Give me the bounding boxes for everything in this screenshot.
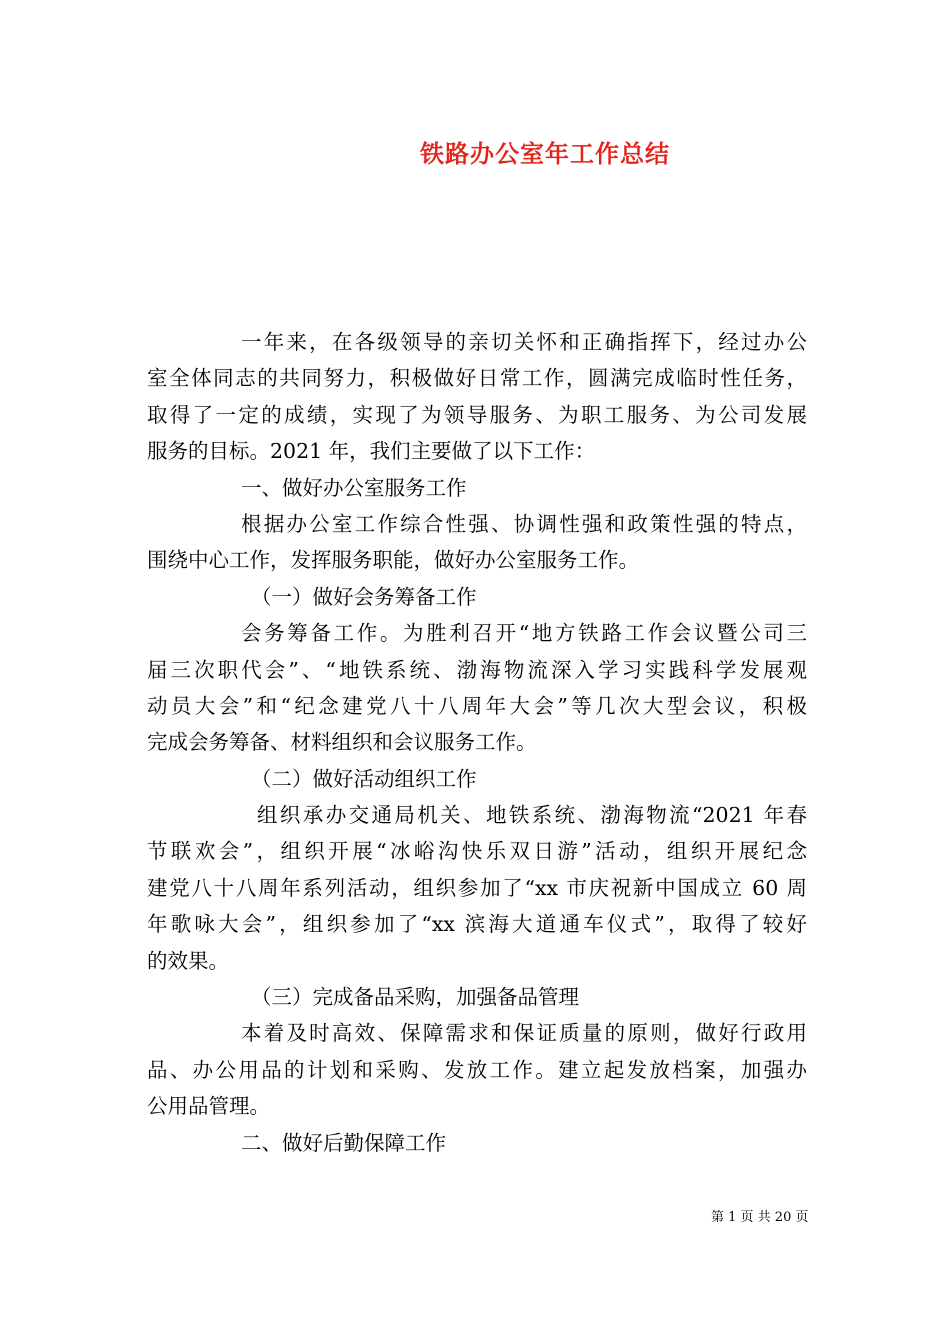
text-line: 服务的目标。2021 年，我们主要做了以下工作： [147,439,596,464]
text-line: 组织承办交通局机关、地铁系统、渤海物流“2021 年春 [257,803,807,828]
text-line: 二、做好后勤保障工作 [241,1130,446,1155]
text-line: 室全体同志的共同努力，积极做好日常工作，圆满完成临时性任务， [147,366,807,391]
text-line: 的效果。 [147,948,229,973]
text-line: （一）做好会务筹备工作 [251,584,477,609]
text-line: 本着及时高效、保障需求和保证质量的原则，做好行政用 [241,1021,807,1046]
text-line: 届三次职代会”、“地铁系统、渤海物流深入学习实践科学发展观 [147,657,807,682]
document-title: 铁路办公室年工作总结 [420,140,670,168]
text-line: 围绕中心工作，发挥服务职能，做好办公室服务工作。 [147,548,639,573]
document-body [147,324,807,1161]
text-line: 年歌咏大会”，组织参加了“xx 滨海大道通车仪式”，取得了较好 [147,912,807,937]
text-line: 公用品管理。 [147,1094,270,1119]
text-line: 一年来，在各级领导的亲切关怀和正确指挥下，经过办公 [241,330,807,354]
page-footer: 第 1 页 共 20 页 [711,1210,809,1225]
text-line: 根据办公室工作综合性强、协调性强和政策性强的特点， [241,511,807,536]
text-line: 动员大会”和“纪念建党八十八周年大会”等几次大型会议，积极 [147,693,807,718]
text-line: 节联欢会”，组织开展“冰峪沟快乐双日游”活动，组织开展纪念 [147,839,807,864]
text-line: 完成会务筹备、材料组织和会议服务工作。 [147,730,537,755]
text-line: 建党八十八周年系列活动，组织参加了“xx 市庆祝新中国成立 60 周 [147,875,807,900]
text-line: 会务筹备工作。为胜利召开“地方铁路工作会议暨公司三 [241,621,807,646]
text-line: （三）完成备品采购，加强备品管理 [251,985,579,1010]
text-line: 一、做好办公室服务工作 [241,475,467,500]
text-line: 取得了一定的成绩，实现了为领导服务、为职工服务、为公司发展 [147,402,807,427]
text-line: （二）做好活动组织工作 [251,766,477,791]
text-line: 品、办公用品的计划和采购、发放工作。建立起发放档案，加强办 [147,1057,807,1082]
